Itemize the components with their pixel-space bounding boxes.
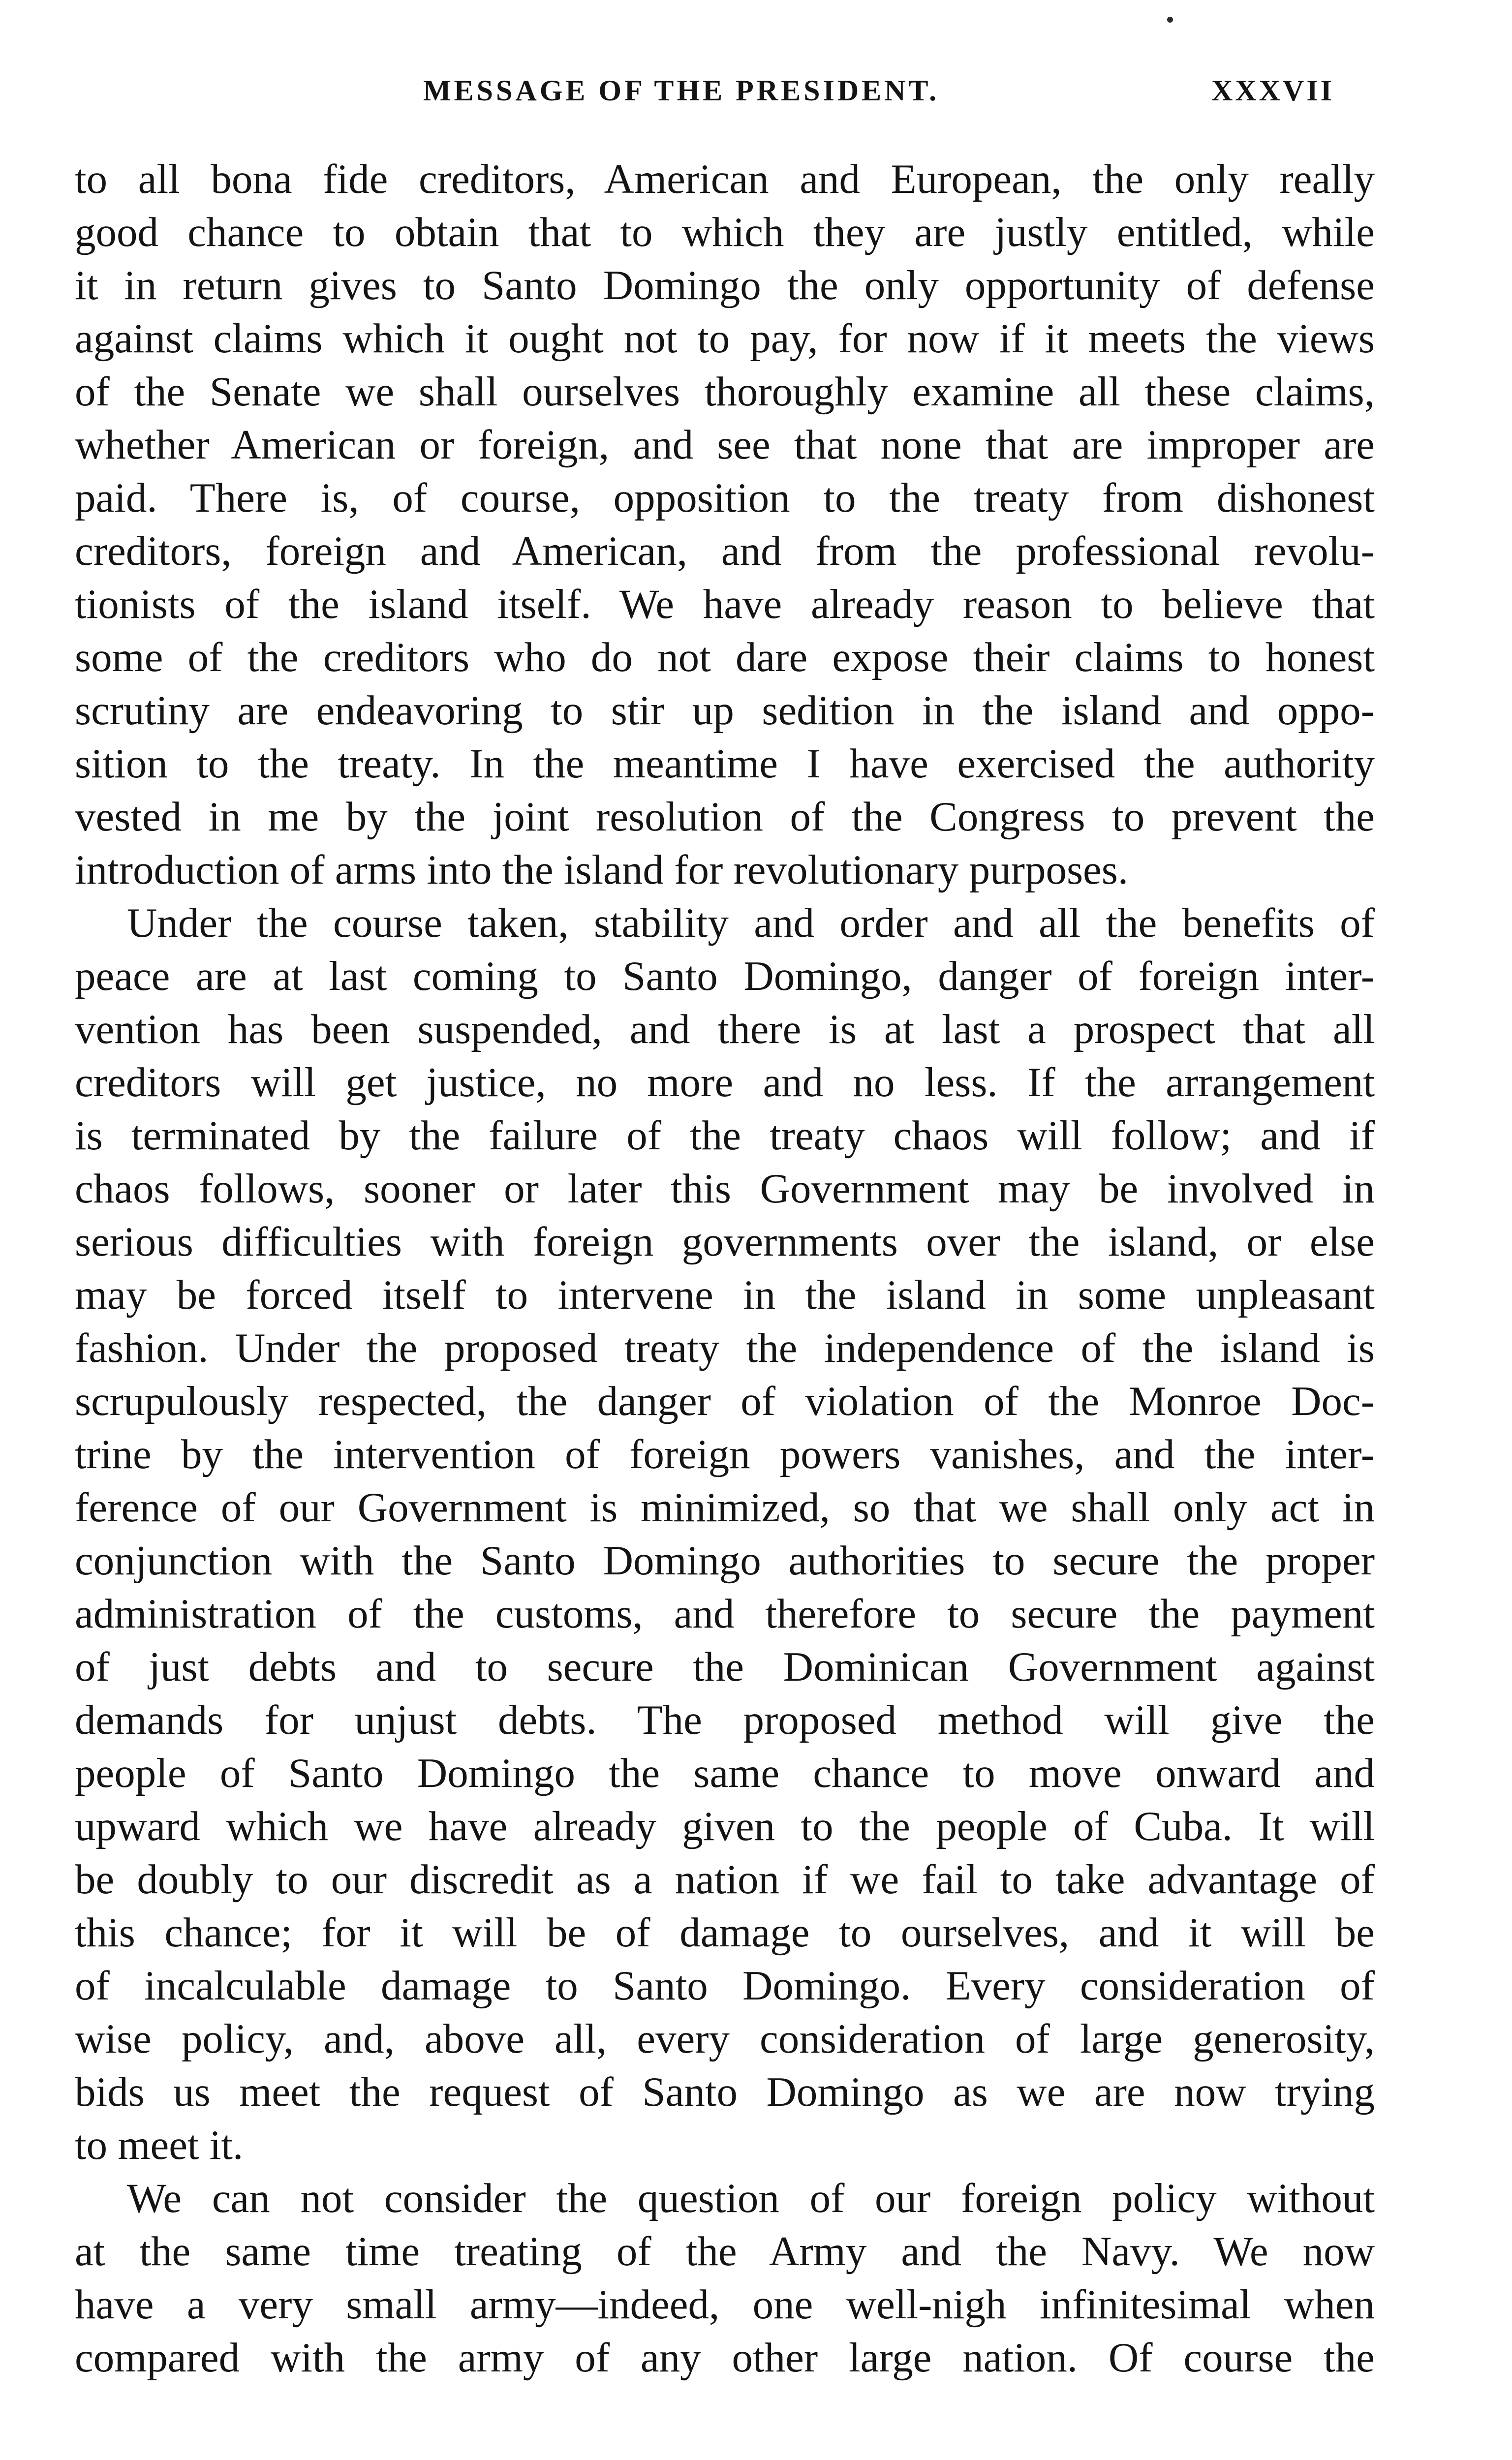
text-line: have a very small army—indeed, one well-nigh infinitesimal when xyxy=(75,2281,1375,2328)
text-line: paid. There is, of course, opposition to the treaty from dishonest xyxy=(75,475,1375,521)
page-number: XXXVII xyxy=(1211,74,1335,107)
text-line: tionists of the island itself. We have already reason to believe that xyxy=(75,581,1375,627)
text-line: good chance to obtain that to which they are justly entitled, while xyxy=(75,209,1375,255)
text-line: We can not consider the question of our foreign policy without xyxy=(127,2175,1375,2221)
text-line: may be forced itself to intervene in the island in some unpleasant xyxy=(75,1272,1375,1318)
text-line: creditors will get justice, no more and no less. If the arrangement xyxy=(75,1059,1375,1106)
text-line: scrutiny are endeavoring to stir up sedition in the island and oppo- xyxy=(75,687,1375,734)
text-line: is terminated by the failure of the treaty chaos will follow; and if xyxy=(75,1112,1375,1159)
text-line: conjunction with the Santo Domingo authorities to secure the proper xyxy=(75,1538,1375,1584)
paragraph-2 xyxy=(75,896,1375,2172)
text-line: whether American or foreign, and see that none that are improper are xyxy=(75,422,1375,468)
text-line: creditors, foreign and American, and from the professional revolu- xyxy=(75,528,1375,574)
paragraph-1 xyxy=(75,153,1375,896)
text-line: vested in me by the joint resolution of the Congress to prevent the xyxy=(75,794,1375,840)
text-line: scrupulously respected, the danger of violation of the Monroe Doc- xyxy=(75,1378,1375,1424)
text-line: some of the creditors who do not dare expose their claims to honest xyxy=(75,634,1375,680)
running-title: MESSAGE OF THE PRESIDENT. xyxy=(423,74,940,107)
text-line: introduction of arms into the island for revolutionary purposes. xyxy=(75,847,1129,893)
text-line: of just debts and to secure the Dominican Government against xyxy=(75,1644,1375,1690)
text-line: ference of our Government is minimized, so that we shall only act in xyxy=(75,1484,1375,1531)
ink-speck xyxy=(1167,17,1173,23)
running-head xyxy=(0,74,1512,113)
text-line: wise policy, and, above all, every consideration of large generosity, xyxy=(75,2016,1375,2062)
text-line: bids us meet the request of Santo Domingo as we are now trying xyxy=(75,2069,1375,2115)
text-line: trine by the intervention of foreign powers vanishes, and the inter- xyxy=(75,1431,1375,1477)
text-line: to all bona fide creditors, American and European, the only really xyxy=(75,156,1375,202)
text-line: Under the course taken, stability and order and all the benefits of xyxy=(127,900,1375,946)
text-line: of incalculable damage to Santo Domingo. Every consideration of xyxy=(75,1963,1375,2009)
text-line: vention has been suspended, and there is at last a prospect that all xyxy=(75,1006,1375,1052)
text-line: compared with the army of any other large nation. Of course the xyxy=(75,2335,1375,2381)
text-line: chaos follows, sooner or later this Government may be involved in xyxy=(75,1166,1375,1212)
text-line: at the same time treating of the Army and the Navy. We now xyxy=(75,2228,1375,2275)
text-line: fashion. Under the proposed treaty the independence of the island is xyxy=(75,1325,1375,1371)
paragraph-3 xyxy=(75,2172,1375,2384)
text-line: administration of the customs, and therefore to secure the payment xyxy=(75,1591,1375,1637)
text-line: to meet it. xyxy=(75,2122,244,2168)
text-line: serious difficulties with foreign governments over the island, or else xyxy=(75,1219,1375,1265)
text-line: sition to the treaty. In the meantime I have exercised the authority xyxy=(75,740,1375,787)
text-line: of the Senate we shall ourselves thoroughly examine all these claims, xyxy=(75,369,1375,415)
text-line: demands for unjust debts. The proposed method will give the xyxy=(75,1697,1375,1743)
body-text xyxy=(75,153,1375,2384)
text-line: people of Santo Domingo the same chance to move onward and xyxy=(75,1750,1375,1796)
text-line: this chance; for it will be of damage to ourselves, and it will be xyxy=(75,1909,1375,1956)
text-line: be doubly to our discredit as a nation if we fail to take advantage of xyxy=(75,1856,1375,1903)
text-line: it in return gives to Santo Domingo the only opportunity of defense xyxy=(75,262,1375,308)
text-line: against claims which it ought not to pay, for now if it meets the views xyxy=(75,315,1375,362)
text-line: peace are at last coming to Santo Domingo, danger of foreign inter- xyxy=(75,953,1375,999)
text-line: upward which we have already given to the people of Cuba. It will xyxy=(75,1803,1375,1849)
